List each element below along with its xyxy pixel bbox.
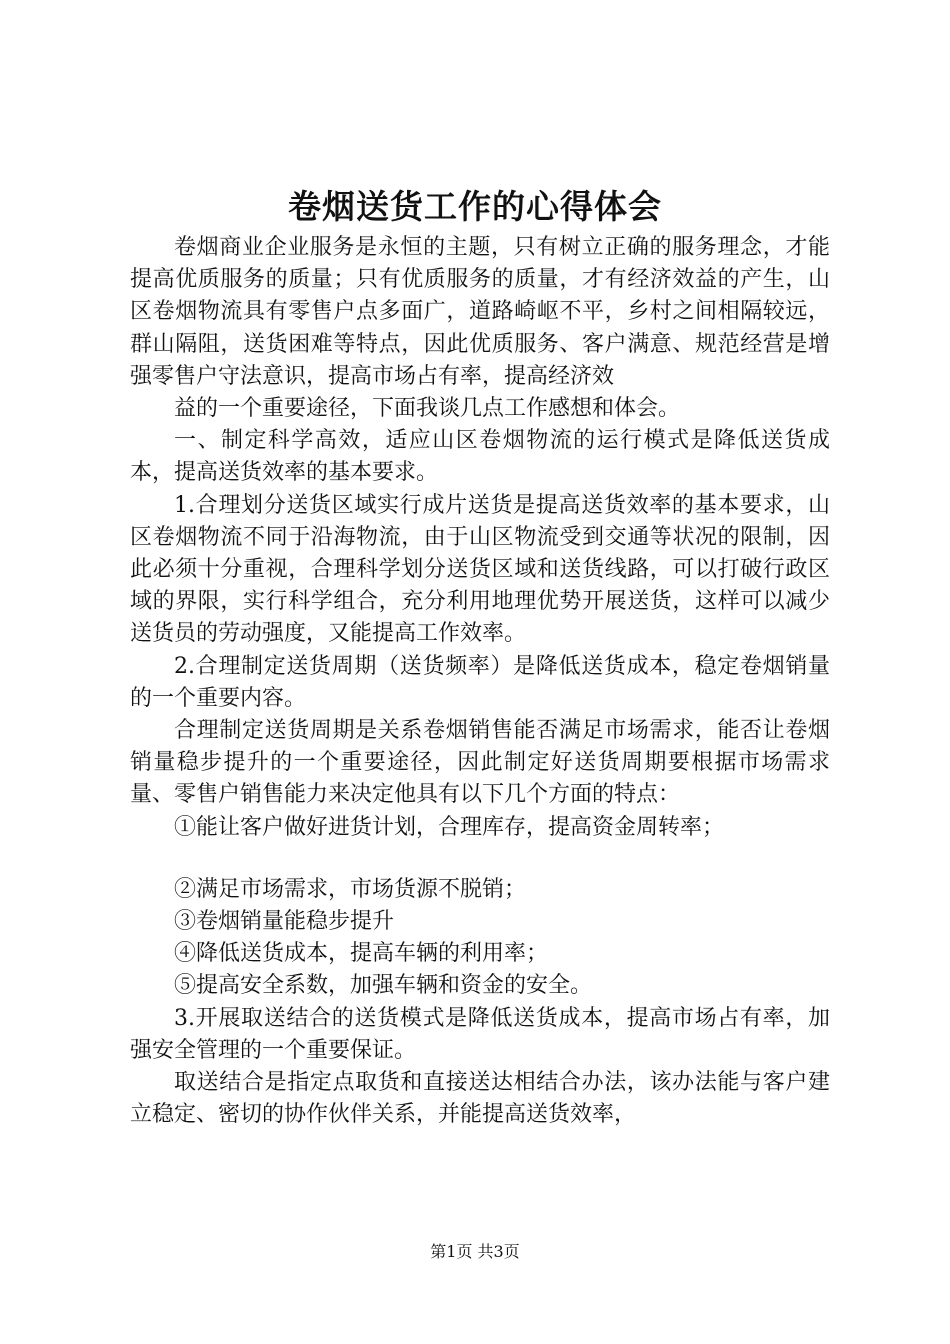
document-title: 卷烟送货工作的心得体会: [288, 187, 662, 226]
list-item: ⑤提高安全系数，加强车辆和资金的安全。: [174, 973, 593, 999]
document-body: [130, 232, 830, 1131]
section-heading-1: 一、制定科学高效，适应山区卷烟物流的运行模式是降低送货成本，提高送货效率的基本要求。: [130, 428, 830, 486]
paragraph-point-2-detail: 合理制定送货周期是关系卷烟销售能否满足市场需求，能否让卷烟销量稳步提升的一个重要途径，因此制定好送货周期要根据市场需求量、零售户销售能力来决定他具有以下几个方面的特点：: [130, 718, 830, 808]
paragraph-point-1: 1.合理划分送货区域实行成片送货是提高送货效率的基本要求，山区卷烟物流不同于沿海物流，由于山区物流受到交通等状况的限制，因此必须十分重视，合理科学划分送货区域和送货线路，可以打破行政区域的界限，实行科学组合，充分利用地理优势开展送货，这样可以减少送货员的劳动强度，又能提高工作效率。: [130, 492, 830, 647]
list-item: ③卷烟销量能稳步提升: [174, 909, 395, 935]
paragraph-intro: 卷烟商业企业服务是永恒的主题，只有树立正确的服务理念，才能提高优质服务的质量；只有优质服务的质量，才有经济效益的产生，山区卷烟物流具有零售户点多面广，道路崎岖不平，乡村之间相隔较远，群山隔阻，送货困难等特点，因此优质服务、客户满意、规范经营是增强零售户守法意识，提高市场占有率，提高经济效: [130, 235, 830, 389]
list-item: ①能让客户做好进货计划，合理库存，提高资金周转率；: [174, 814, 725, 840]
page-indicator: 第1页 共3页: [430, 1242, 520, 1261]
paragraph-intro-continued: 益的一个重要途径，下面我谈几点工作感想和体会。: [174, 396, 681, 422]
paragraph-point-3: 3.开展取送结合的送货模式是降低送货成本，提高市场占有率，加强安全管理的一个重要保证。: [130, 1005, 830, 1063]
list-item: ④降低送货成本，提高车辆的利用率；: [174, 941, 549, 967]
paragraph-point-3-detail: 取送结合是指定点取货和直接送达相结合办法，该办法能与客户建立稳定、密切的协作伙伴关系，并能提高送货效率，: [130, 1070, 830, 1128]
paragraph-point-2: 2.合理制定送货周期（送货频率）是降低送货成本，稳定卷烟销量的一个重要内容。: [130, 653, 830, 711]
list-item: ②满足市场需求，市场货源不脱销；: [174, 876, 527, 902]
